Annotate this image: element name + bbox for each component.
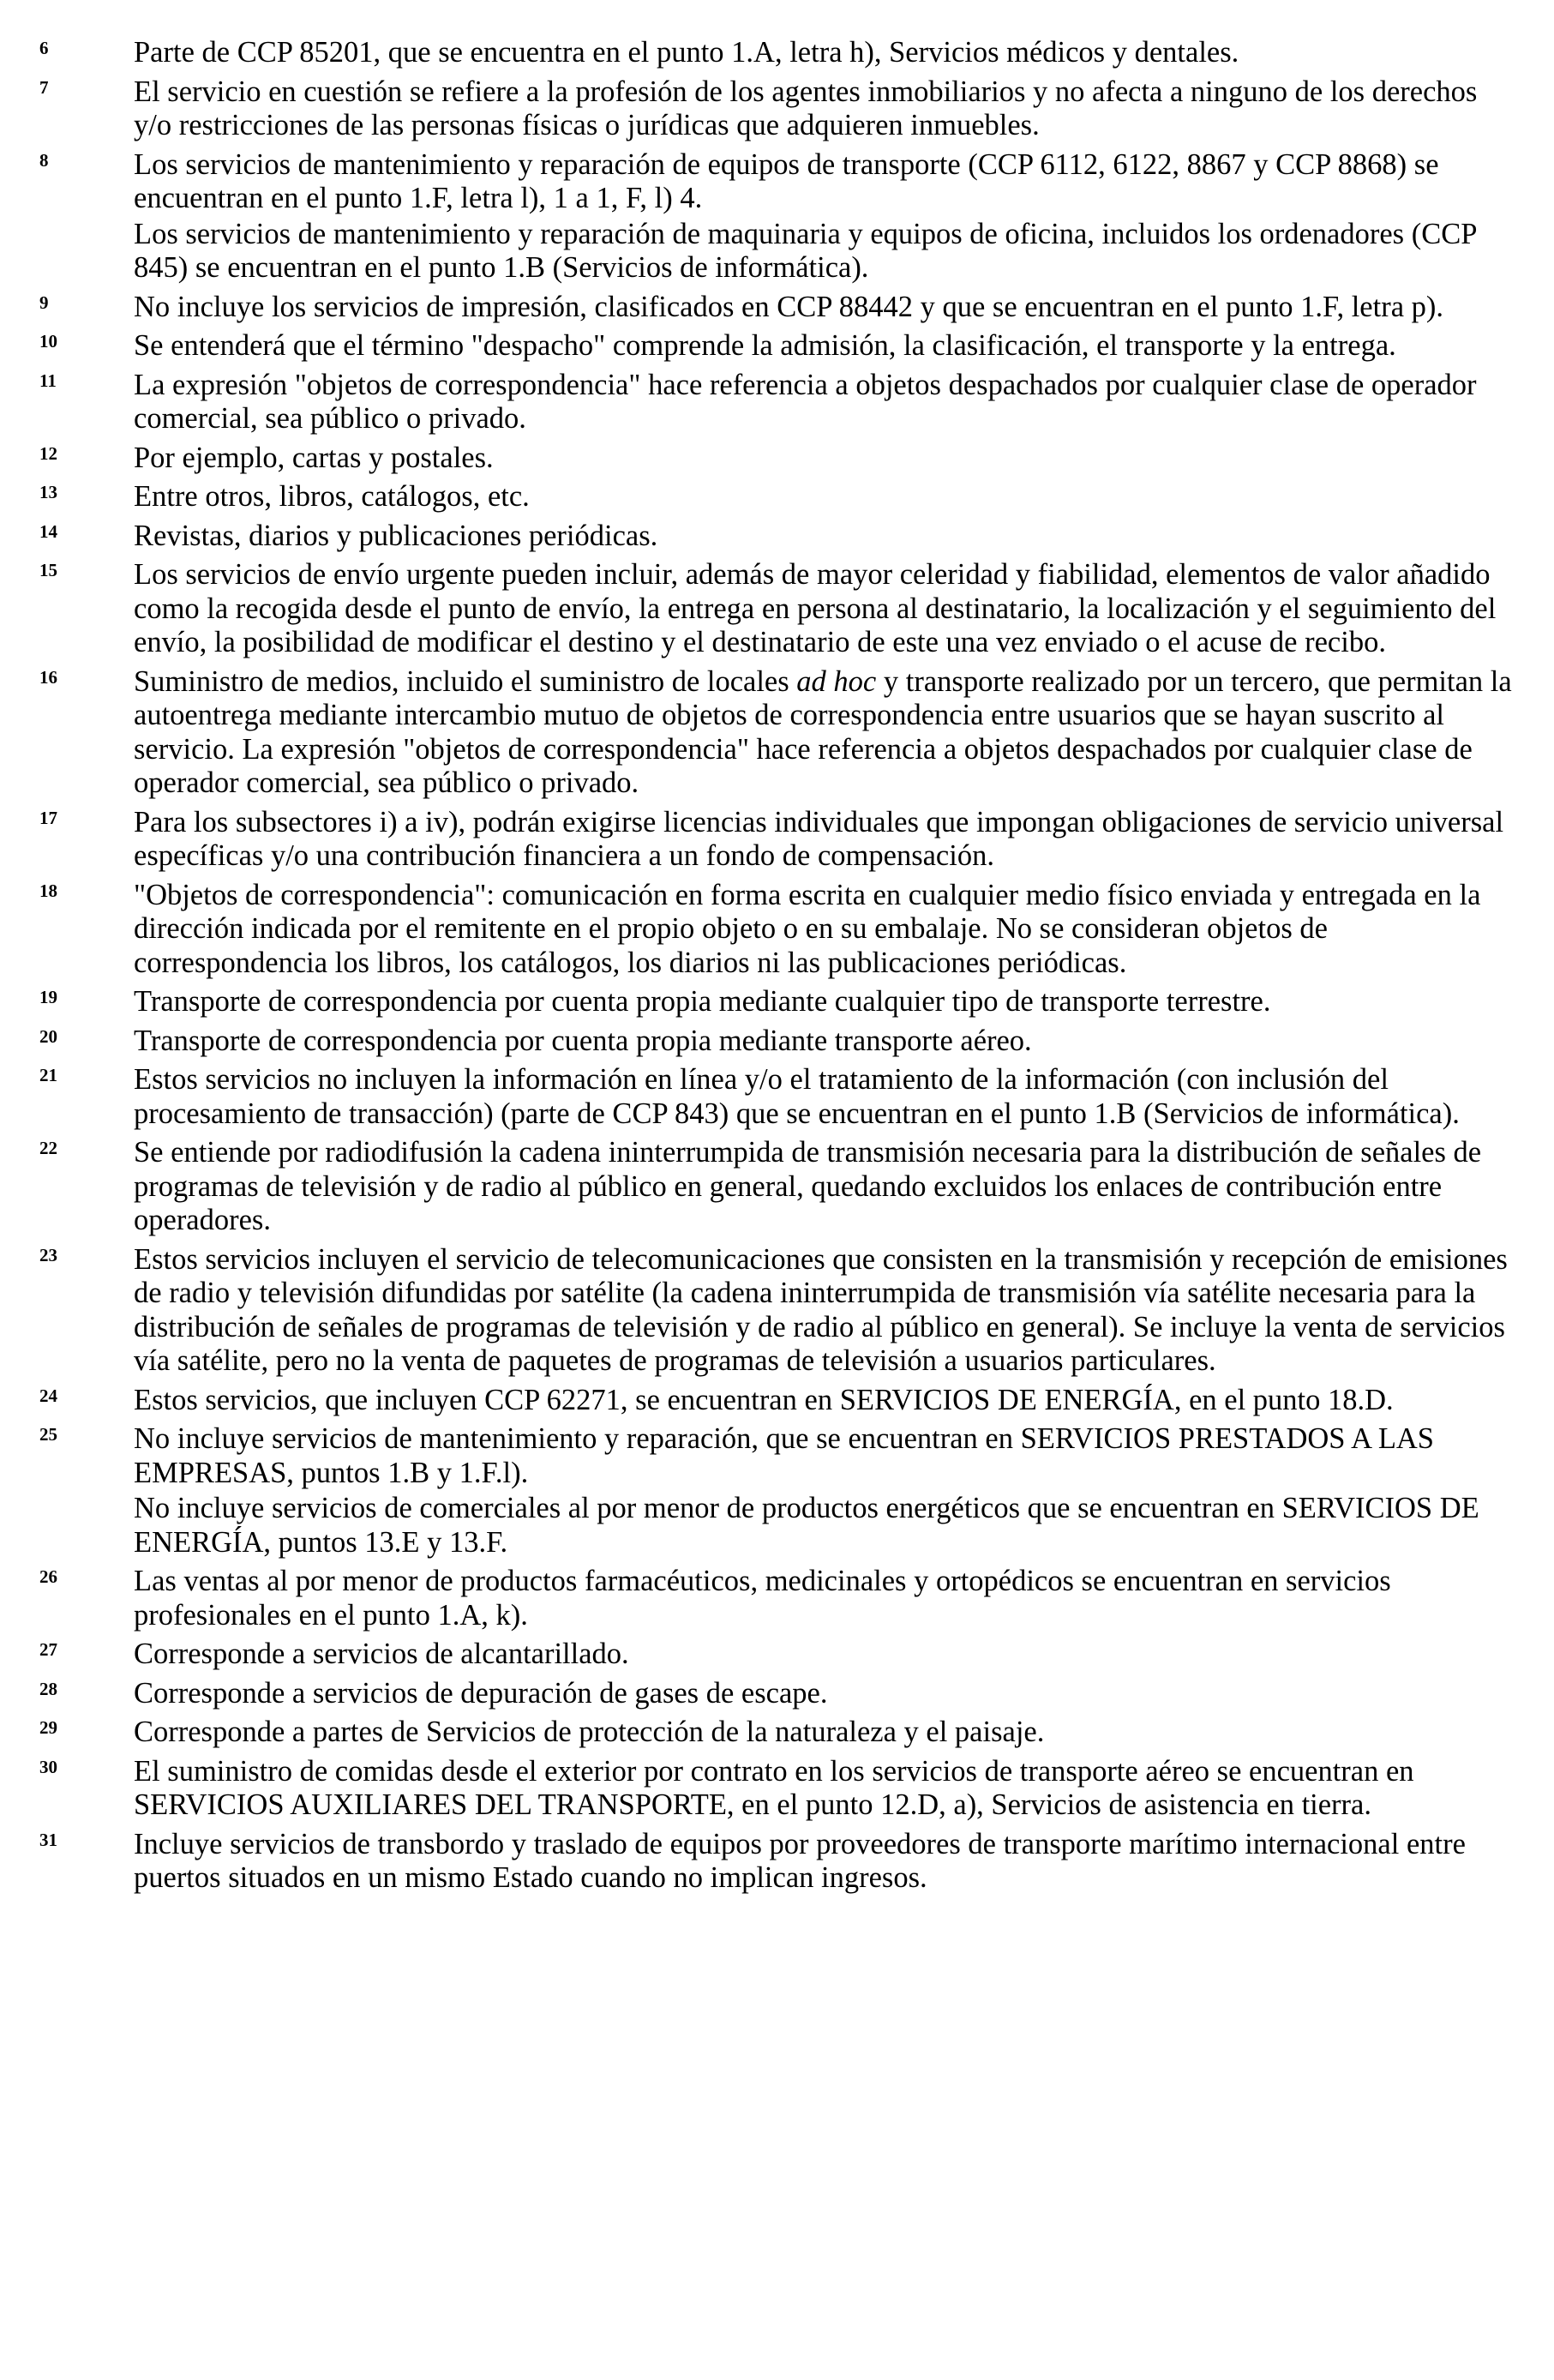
footnote-number: 19 [39,987,57,1007]
footnote-20 [0,1025,1554,1059]
footnote-text: Parte de CCP 85201, que se encuentra en el punto 1.A, letra h), Servicios médicos y dentales. [134,36,1239,69]
footnote-number: 12 [39,442,57,464]
footnote-8 [0,148,1554,285]
footnote-number: 10 [39,331,57,352]
footnote-31 [0,1828,1554,1896]
footnote-10 [0,329,1554,364]
footnote-7 [0,75,1554,143]
footnote-text-part: Suministro de medios, incluido el suministro de locales [134,664,797,698]
footnote-number: 31 [39,1829,57,1850]
footnote-text: Revistas, diarios y publicaciones periódicas. [134,519,658,552]
footnote-text: Las ventas al por menor de productos farmacéuticos, medicinales y ortopédicos se encuentran en servicios profesionales en el punto 1.A, k). [134,1565,1391,1632]
footnote-text: El suministro de comidas desde el exterior por contrato en los servicios de transporte aéreo se encuentran en SERVICIOS AUXILIARES DEL TRANSPORTE, en el punto 12.D, a), Servicios de asistencia en tierra. [134,1754,1414,1821]
footnote-number: 17 [39,807,57,828]
footnote-number: 21 [39,1065,57,1085]
footnote-19 [0,985,1554,1019]
footnote-number: 18 [39,880,57,901]
footnote-22 [0,1136,1554,1238]
footnote-text-part: y transporte realizado por un tercero, que permitan la autoentrega mediante intercambio mutuo de objetos de correspondencia entre usuarios que se hayan suscrito al servicio. La expresión "objetos de correspondencia" hace referencia a objetos despachados por cualquier clase de operador comercial, sea público o privado. [134,664,1512,799]
footnote-number: 26 [39,1566,57,1587]
footnote-text: Corresponde a servicios de depuración de gases de escape. [134,1676,828,1710]
footnote-number: 20 [39,1025,57,1047]
footnote-13 [0,480,1554,514]
footnote-number: 22 [39,1138,57,1158]
footnote-text: Los servicios de mantenimiento y reparación de maquinaria y equipos de oficina, incluidos los ordenadores (CCP 845) se encuentran en el punto 1.B (Servicios de informática). [134,217,1477,284]
footnote-text: Se entiende por radiodifusión la cadena ininterrumpida de transmisión necesaria para la distribución de señales de programas de televisión y de radio al público en general, quedando excluidos los enlaces de contribución entre operadores. [134,1136,1482,1236]
footnote-text: Estos servicios no incluyen la información en línea y/o el tratamiento de la información (con inclusión del procesamiento de transacción) (parte de CCP 843) que se encuentran en el punto 1.B (Servicios de informática). [134,1063,1460,1130]
footnote-number: 11 [39,370,57,391]
footnote-number: 13 [39,482,57,502]
footnote-text: Para los subsectores i) a iv), podrán exigirse licencias individuales que impongan obligaciones de servicio universal específicas y/o una contribución financiera a un fondo de compensación. [134,805,1504,872]
footnote-number: 6 [39,38,49,58]
footnote-text: Incluye servicios de transbordo y traslado de equipos por proveedores de transporte marítimo internacional entre puertos situados en un mismo Estado cuando no implican ingresos. [134,1827,1466,1894]
footnote-11 [0,369,1554,436]
footnote-number: 27 [39,1639,57,1660]
footnote-number: 29 [39,1717,57,1738]
footnote-16 [0,665,1554,801]
footnote-text: Corresponde a partes de Servicios de protección de la naturaleza y el paisaje. [134,1716,1045,1748]
footnotes-page [0,36,1554,1901]
footnote-number: 8 [39,149,49,171]
footnote-text: Los servicios de mantenimiento y reparación de equipos de transporte (CCP 6112, 6122, 8867 y CCP 8868) se encuentran en el punto 1.F, letra l), 1 a 1, F, l) 4. [134,147,1439,214]
footnote-21 [0,1063,1554,1131]
footnote-text: No incluye servicios de mantenimiento y reparación, que se encuentran en SERVICIOS PRESTADOS A LAS EMPRESAS, puntos 1.B y 1.F.l). [134,1422,1434,1489]
footnote-text: No incluye los servicios de impresión, clasificados en CCP 88442 y que se encuentran en el punto 1.F, letra p). [134,290,1443,323]
footnote-28 [0,1677,1554,1711]
footnote-25 [0,1422,1554,1560]
footnote-30 [0,1755,1554,1823]
footnote-number: 16 [39,666,57,688]
footnote-text-italic: ad hoc [796,664,877,698]
footnote-18 [0,879,1554,981]
footnote-text: Transporte de correspondencia por cuenta propia mediante cualquier tipo de transporte terrestre. [134,985,1271,1018]
footnote-number: 9 [39,291,49,313]
footnote-number: 24 [39,1385,57,1406]
footnote-text: La expresión "objetos de correspondencia" hace referencia a objetos despachados por cualquier clase de operador comercial, sea público o privado. [134,368,1477,435]
footnote-text [134,665,1513,801]
footnote-number: 28 [39,1678,57,1699]
footnote-text: No incluye servicios de comerciales al por menor de productos energéticos que se encuentran en SERVICIOS DE ENERGÍA, puntos 13.E y 13.F. [134,1492,1479,1559]
footnote-text: Transporte de correspondencia por cuenta propia mediante transporte aéreo. [134,1024,1032,1057]
footnote-text: El servicio en cuestión se refiere a la profesión de los agentes inmobiliarios y no afecta a ninguno de los derechos y/o restricciones de las personas físicas o jurídicas que adquieren inmuebles. [134,75,1478,141]
footnote-15 [0,558,1554,660]
footnote-14 [0,520,1554,554]
footnote-text: Estos servicios, que incluyen CCP 62271, se encuentran en SERVICIOS DE ENERGÍA, en el punto 18.D. [134,1383,1394,1416]
footnote-text: "Objetos de correspondencia": comunicación en forma escrita en cualquier medio físico enviada y entregada en la dirección indicada por el remitente en el propio objeto o en su embalaje. No se consideran objetos de correspondencia los libros, los catálogos, los diarios ni las publicaciones periódicas. [134,878,1481,979]
footnote-9 [0,291,1554,325]
footnote-text: Se entenderá que el término "despacho" comprende la admisión, la clasificación, el transporte y la entrega. [134,329,1396,362]
footnote-text: Entre otros, libros, catálogos, etc. [134,480,530,513]
footnote-26 [0,1565,1554,1632]
footnote-number: 14 [39,520,57,542]
footnote-6 [0,36,1554,70]
footnote-27 [0,1638,1554,1672]
footnote-text: Corresponde a servicios de alcantarillado. [134,1638,629,1670]
footnote-text: Los servicios de envío urgente pueden incluir, además de mayor celeridad y fiabilidad, elementos de valor añadido como la recogida desde el punto de envío, la entrega en persona al destinatario, la localización y el seguimiento del envío, la posibilidad de modificar el destino y el destinatario de este una vez enviado o el acuse de recibo. [134,558,1497,658]
footnote-12 [0,442,1554,476]
footnote-number: 23 [39,1244,57,1265]
footnote-29 [0,1716,1554,1750]
footnote-number: 30 [39,1756,57,1777]
footnote-text: Estos servicios incluyen el servicio de telecomunicaciones que consisten en la transmisión y recepción de emisiones de radio y televisión difundidas por satélite (la cadena ininterrumpida de transmisión vía satélite necesaria para la distribución de señales de programas de televisión y de radio al público en general). Se incluye la venta de servicios vía satélite, pero no la venta de paquetes de programas de televisión a usuarios particulares. [134,1242,1508,1377]
footnote-text: Por ejemplo, cartas y postales. [134,441,494,474]
footnote-number: 7 [39,76,49,98]
footnote-number: 25 [39,1424,57,1445]
footnote-17 [0,806,1554,874]
footnote-number: 15 [39,560,57,580]
footnote-24 [0,1384,1554,1418]
footnote-23 [0,1243,1554,1379]
